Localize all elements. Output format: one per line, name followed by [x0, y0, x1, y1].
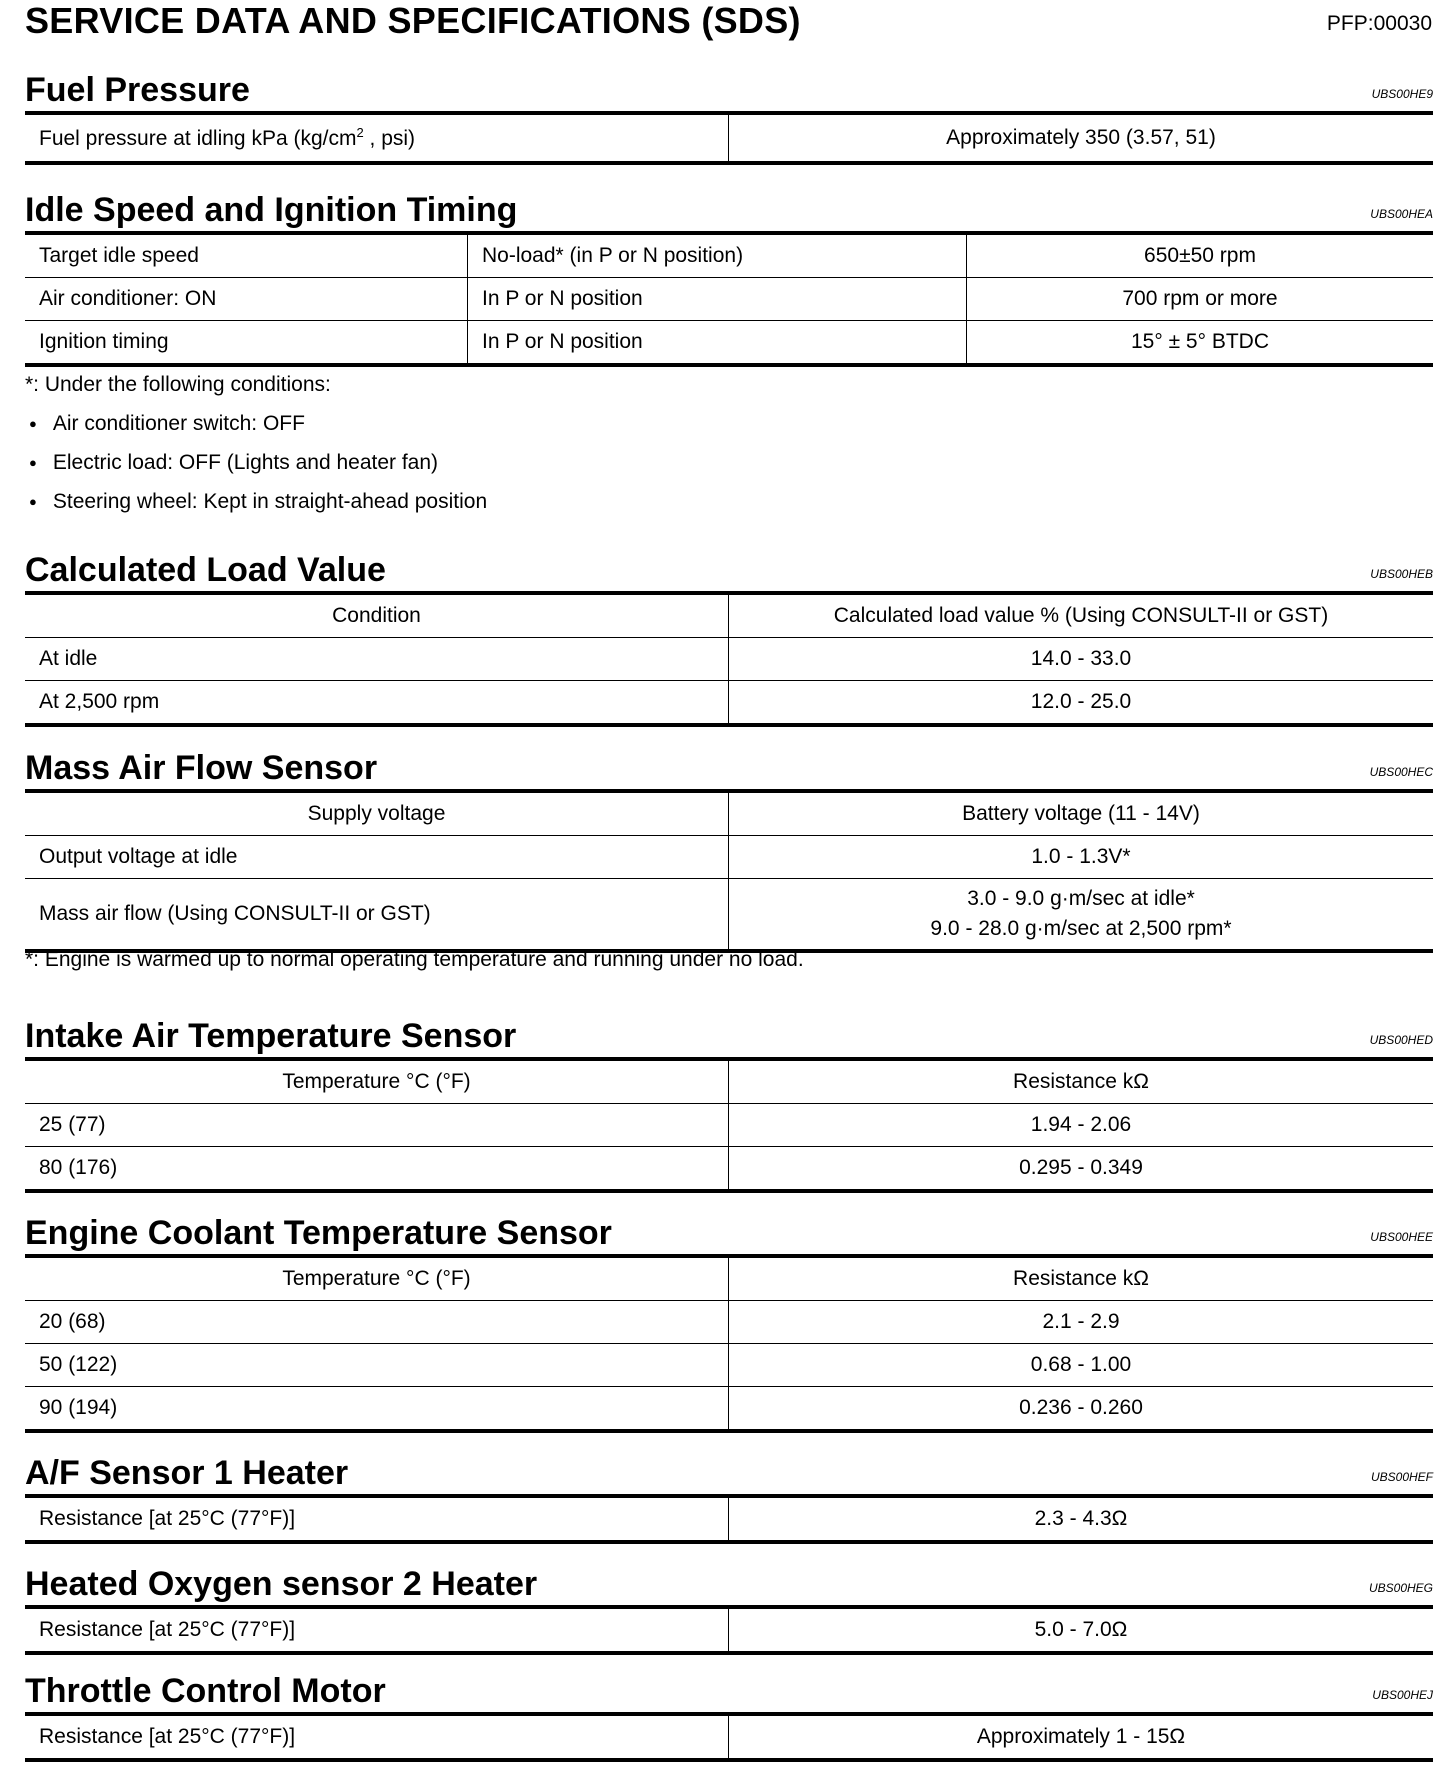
section-calculated-load	[25, 552, 1433, 727]
table-row	[25, 1344, 1433, 1387]
table-cell: 700 rpm or more	[967, 278, 1434, 321]
section-heading: Engine Coolant Temperature Sensor	[25, 1214, 612, 1252]
section-heading: Throttle Control Motor	[25, 1672, 386, 1710]
table-header: Resistance kΩ	[729, 1059, 1434, 1104]
table-cell: Fuel pressure at idling kPa ($kg/cm^2$ , psi)	[39, 125, 416, 150]
table-cell: Air conditioner: ON	[25, 278, 468, 321]
section-code: UBS00HEB	[1370, 567, 1433, 581]
table-cell: 90 (194)	[25, 1387, 729, 1432]
maf-note: *: Engine is warmed up to normal operating temperature and running under no load.	[25, 948, 804, 971]
section-code: UBS00HEG	[1368, 1581, 1433, 1595]
table-cell: 12.0 - 25.0	[729, 681, 1434, 726]
section-code: UBS00HEF	[1370, 1470, 1433, 1484]
fuel-pressure-table	[25, 111, 1433, 165]
section-code: UBS00HEA	[1370, 207, 1433, 221]
table-cell: 25 (77)	[25, 1104, 729, 1147]
note-bullet: ● Electric load: OFF (Lights and heater fan)	[25, 443, 487, 482]
section-code: UBS00HEJ	[1372, 1688, 1433, 1702]
section-engine-coolant-temp	[25, 1215, 1433, 1433]
section-code: UBS00HEE	[1370, 1230, 1433, 1244]
section-code: UBS00HEC	[1369, 765, 1433, 779]
table-row	[25, 836, 1433, 879]
table-cell: 1.0 - 1.3V*	[729, 836, 1434, 879]
page-code: PFP:00030	[1326, 12, 1432, 35]
table-header-row	[25, 1256, 1433, 1301]
table-header-row	[25, 593, 1433, 638]
table-cell: Approximately 1 - 15Ω	[729, 1714, 1434, 1760]
table-cell: 2.3 - 4.3Ω	[729, 1496, 1434, 1542]
table-header: Resistance kΩ	[729, 1256, 1434, 1301]
table-cell: 15° ± 5° BTDC	[967, 321, 1434, 366]
section-heading: A/F Sensor 1 Heater	[25, 1454, 349, 1492]
table-cell: Output voltage at idle	[25, 836, 729, 879]
note-text: *: Under the following conditions:	[25, 373, 331, 396]
table-cell: 80 (176)	[25, 1147, 729, 1192]
table-header: Temperature °C (°F)	[282, 1267, 471, 1290]
table-cell: 14.0 - 33.0	[729, 638, 1434, 681]
table-row	[25, 1714, 1433, 1760]
table-row	[25, 638, 1433, 681]
section-heading: Fuel Pressure	[25, 71, 250, 109]
table-row	[25, 1387, 1433, 1432]
engine-coolant-temp-table	[25, 1254, 1433, 1433]
table-cell: In P or N position	[468, 321, 967, 366]
section-code: UBS00HE9	[1371, 87, 1433, 101]
table-cell: 0.68 - 1.00	[729, 1344, 1434, 1387]
table-row	[25, 1496, 1433, 1542]
section-heading: Calculated Load Value	[25, 551, 386, 589]
table-cell: Battery voltage (11 - 14V)	[729, 791, 1434, 836]
section-intake-air-temp	[25, 1018, 1433, 1193]
section-idle-speed	[25, 192, 1433, 367]
table-cell: 3.0 - 9.0 g·m/sec at idle* 9.0 - 28.0 g·m/sec at 2,500 rpm*	[729, 879, 1434, 952]
table-cell: Supply voltage	[307, 802, 446, 825]
calculated-load-table	[25, 591, 1433, 727]
table-cell: At 2,500 rpm	[25, 681, 729, 726]
table-cell: Mass air flow (Using CONSULT-II or GST)	[25, 879, 729, 952]
table-cell: 650±50 rpm	[967, 233, 1434, 278]
table-cell: No-load* (in P or N position)	[468, 233, 967, 278]
table-row	[25, 321, 1433, 366]
table-header: Calculated load value % (Using CONSULT-II or GST)	[729, 593, 1434, 638]
section-heading: Idle Speed and Ignition Timing	[25, 191, 518, 229]
table-cell: In P or N position	[468, 278, 967, 321]
table-header: Condition	[332, 604, 421, 627]
section-code: UBS00HED	[1369, 1033, 1433, 1047]
table-row	[25, 1104, 1433, 1147]
table-cell: At idle	[25, 638, 729, 681]
table-cell: 0.295 - 0.349	[729, 1147, 1434, 1192]
table-row	[25, 791, 1433, 836]
table-row	[25, 681, 1433, 726]
section-throttle-control-motor	[25, 1673, 1433, 1762]
page-title: SERVICE DATA AND SPECIFICATIONS (SDS)	[25, 0, 801, 41]
throttle-control-motor-table	[25, 1712, 1433, 1762]
note-bullet: ● Air conditioner switch: OFF	[25, 404, 487, 443]
mass-air-flow-table	[25, 789, 1433, 953]
table-cell: 1.94 - 2.06	[729, 1104, 1434, 1147]
af-sensor-heater-table	[25, 1494, 1433, 1544]
ho2s2-heater-table	[25, 1605, 1433, 1655]
intake-air-temp-table	[25, 1057, 1433, 1193]
table-cell: 5.0 - 7.0Ω	[729, 1607, 1434, 1653]
table-cell: Approximately 350 (3.57, 51)	[729, 113, 1434, 163]
section-fuel-pressure	[25, 72, 1433, 165]
table-cell: 2.1 - 2.9	[729, 1301, 1434, 1344]
note-bullet: ● Steering wheel: Kept in straight-ahead position	[25, 482, 487, 521]
table-cell: Ignition timing	[25, 321, 468, 366]
section-af-sensor-heater	[25, 1455, 1433, 1544]
table-row	[25, 1301, 1433, 1344]
table-row	[25, 1607, 1433, 1653]
table-cell: Resistance [at 25°C (77°F)]	[39, 1507, 296, 1530]
table-header: Temperature °C (°F)	[282, 1070, 471, 1093]
table-cell: 0.236 - 0.260	[729, 1387, 1434, 1432]
table-row	[25, 233, 1433, 278]
section-heading: Intake Air Temperature Sensor	[25, 1017, 517, 1055]
section-mass-air-flow	[25, 750, 1433, 953]
table-row	[25, 1147, 1433, 1192]
table-cell: Target idle speed	[39, 244, 199, 267]
table-cell: 50 (122)	[25, 1344, 729, 1387]
idle-notes	[25, 365, 487, 521]
table-header-row	[25, 1059, 1433, 1104]
table-cell: 20 (68)	[25, 1301, 729, 1344]
section-ho2s2-heater	[25, 1566, 1433, 1655]
section-heading: Heated Oxygen sensor 2 Heater	[25, 1565, 538, 1603]
table-row	[25, 879, 1433, 952]
table-cell: Resistance [at 25°C (77°F)]	[39, 1725, 296, 1748]
table-row	[25, 278, 1433, 321]
table-cell: Resistance [at 25°C (77°F)]	[39, 1618, 296, 1641]
section-heading: Mass Air Flow Sensor	[25, 749, 378, 787]
idle-speed-table	[25, 231, 1433, 367]
table-row	[25, 113, 1433, 163]
